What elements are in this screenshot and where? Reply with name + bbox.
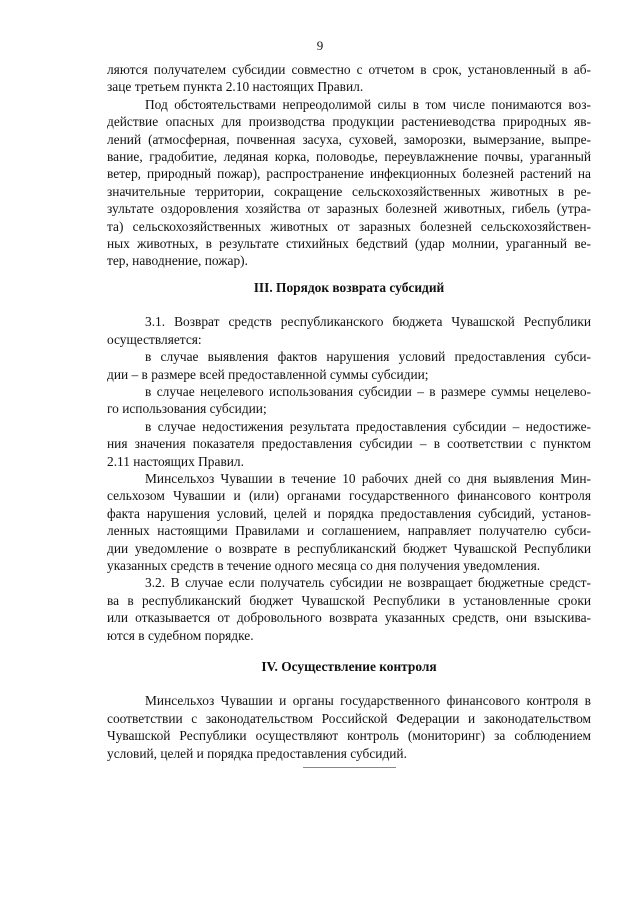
text-line: Чувашской Республики осуществляют контроль (мониторинг) за соблюдением [107, 728, 591, 744]
text-line: Минсельхоз Чувашии и органы государственного финансового контроля в [145, 693, 591, 709]
text-line: указанных средств в течение одного месяца со дня получения уведомления. [107, 557, 541, 573]
text-line: условий, целей и порядка предоставления субсидий. [107, 745, 407, 761]
paragraph-3-1 [107, 313, 591, 348]
section-3-heading: III. Порядок возврата субсидий [253, 279, 445, 295]
text-line: зультате оздоровления хозяйства от заразных болезней животных, гибель (утра- [107, 201, 591, 217]
page-number: 9 [316, 38, 324, 53]
text-line: значительные территории, сокращение сельскохозяйственных животных в ре- [107, 183, 591, 199]
case-violation-paragraph [107, 348, 591, 383]
text-line: тер, наводнение, пожар). [107, 253, 248, 269]
section-4-heading: IV. Осуществление контроля [261, 659, 437, 674]
text-line: Минсельхоз Чувашии в течение 10 рабочих дней со дня выявления Мин- [145, 470, 591, 486]
text-line: факта нарушения условий, целей и порядка предоставления субсидий, установ- [107, 505, 591, 521]
text-line: ния значения показателя предоставления субсидии – в соответствии с пунктом [107, 436, 591, 452]
text-line: в случае недостижения результата предоставления субсидии – недостиже- [145, 418, 591, 434]
text-line: ва в республиканский бюджет Чувашской Республики в установленные сроки [107, 592, 591, 608]
text-line: ленных настоящими Правилами и соглашением, направляет получателю субси- [107, 523, 591, 539]
intro-paragraph [107, 61, 591, 96]
text-line: вание, градобитие, ледяная корка, половодье, переувлажнение почвы, ураганный [107, 149, 591, 165]
text-line: 2.11 настоящих Правил. [107, 453, 244, 469]
text-line: действие опасных для производства продукции растениеводства природных яв- [107, 114, 591, 130]
text-line: или отказывается от добровольного возврата указанных средств, они взыскива- [107, 610, 591, 626]
text-line: дии уведомление о возврате в республиканский бюджет Чувашской Республики [107, 540, 591, 556]
text-line: 3.1. Возврат средств республиканского бюджета Чувашской Республики [145, 314, 591, 330]
text-line: лений (атмосферная, почвенная засуха, суховей, заморозки, вымерзание, выпре- [107, 131, 591, 147]
text-line: в случае выявления фактов нарушения условий предоставления субси- [145, 349, 591, 365]
case-misuse-paragraph [107, 383, 591, 418]
text-line: ются в судебном порядке. [107, 627, 254, 643]
text-line: осуществляется: [107, 331, 202, 347]
notice-paragraph [107, 470, 591, 574]
text-line: 3.2. В случае если получатель субсидии не возвращает бюджетные средст- [145, 575, 591, 591]
text-line: заце третьем пункта 2.10 настоящих Правил. [107, 79, 364, 95]
text-line: в случае нецелевого использования субсидии – в размере суммы нецелево- [145, 383, 591, 399]
text-line: сельхозом Чувашии и (или) органами государственного финансового контроля [107, 488, 591, 504]
text-line: дии – в размере всей предоставленной суммы субсидии; [107, 366, 429, 382]
text-line: го использования субсидии; [107, 401, 267, 417]
text-line: соответствии с законодательством Российской Федерации и законодательством [107, 710, 591, 726]
text-line: та) сельскохозяйственных животных от заразных болезней сельскохозяйствен- [107, 218, 591, 234]
text-line: ветер, природный пожар), распространение инфекционных болезней растений на [107, 166, 591, 182]
text-line: ляются получателем субсидии совместно с отчетом в срок, установленный в аб- [107, 62, 591, 77]
control-paragraph [107, 692, 591, 762]
force-majeure-paragraph [107, 96, 591, 270]
case-result-paragraph [107, 418, 591, 470]
document-body [107, 61, 591, 762]
end-divider [303, 767, 396, 768]
text-line: Под обстоятельствами непреодолимой силы в том числе понимаются воз- [145, 96, 591, 112]
paragraph-3-2 [107, 574, 591, 644]
text-line: ных животных, в результате стихийных бедствий (удар молнии, ураганный ве- [107, 236, 591, 252]
